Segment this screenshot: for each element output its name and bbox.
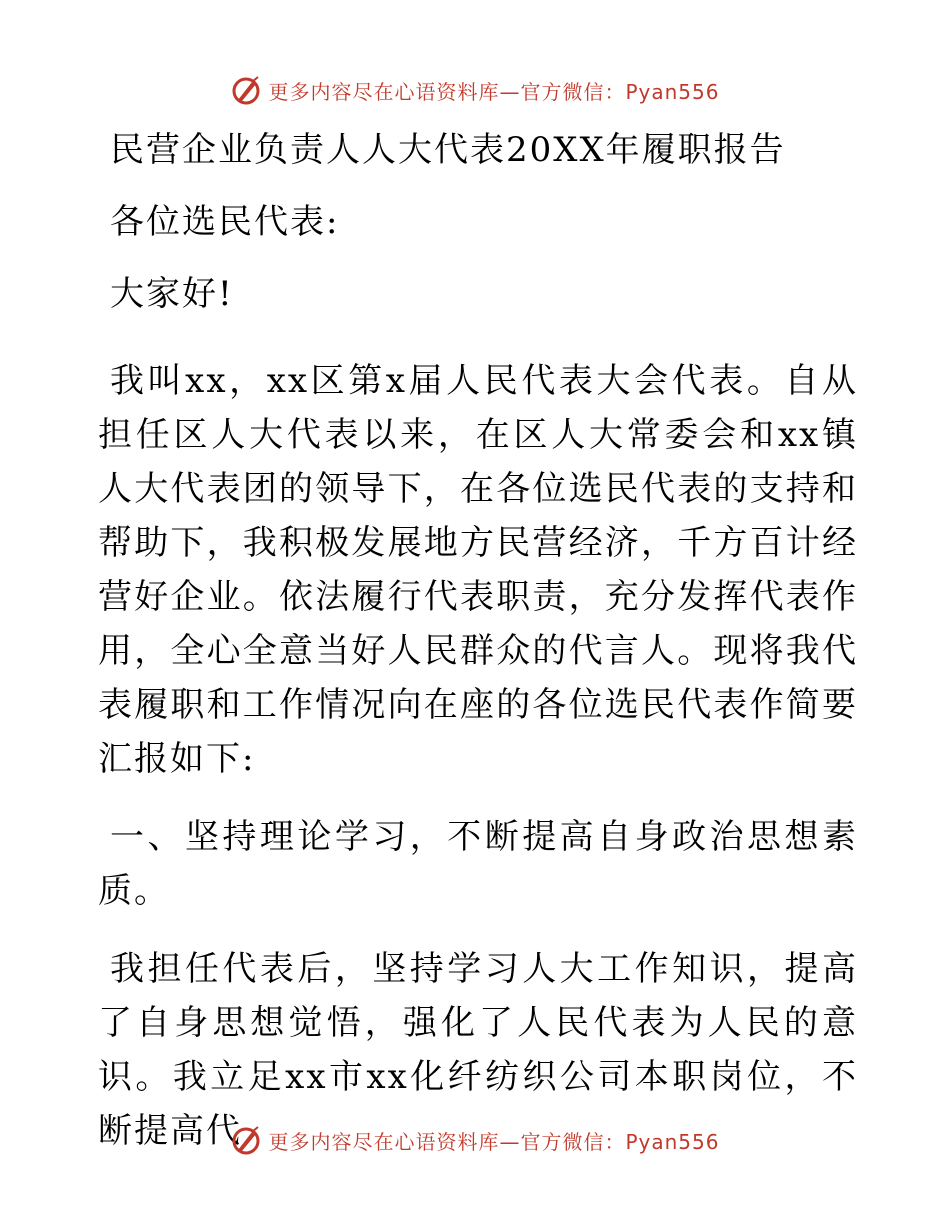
watermark-wechat-text: —官方微信：Pyan556 (499, 1129, 720, 1154)
salutation: 各位选民代表: (110, 202, 340, 242)
footer-watermark (0, 1120, 950, 1160)
quill-logo-icon (230, 1124, 262, 1156)
watermark-text (268, 76, 719, 105)
header-watermark (0, 70, 950, 110)
document-title: 民营企业负责人人大代表20XX年履职报告 (110, 130, 786, 170)
watermark-main-text: 更多内容尽在心语资料库 (268, 1129, 500, 1154)
watermark-main-text: 更多内容尽在心语资料库 (268, 79, 500, 104)
quill-logo-icon (230, 74, 262, 106)
paragraph-intro: 我叫xx，xx区第x届人民代表大会代表。自从担任区人大代表以来，在区人大常委会和xx镇人大代表团的领导下，在各位选民代表的支持和帮助下，我积极发展地方民营经济，千方百计经营好企业。依法履行代表职责，充分发挥代表作用，全心全意当好人民群众的代言人。现将我代表履职和工作情况向在座的各位选民代表作简要汇报如下: (98, 361, 858, 779)
paragraph-section-1: 我担任代表后，坚持学习人大工作知识，提高了自身思想觉悟，强化了人民代表为人民的意识。我立足xx市xx化纤纺织公司本职岗位，不断提高代 (98, 949, 858, 1151)
greeting: 大家好! (110, 274, 234, 314)
section-heading-1: 一、坚持理论学习，不断提高自身政治思想素质。 (98, 817, 858, 911)
document-body (98, 120, 858, 1158)
watermark-wechat-text: —官方微信：Pyan556 (499, 79, 720, 104)
watermark-text (268, 1126, 719, 1155)
